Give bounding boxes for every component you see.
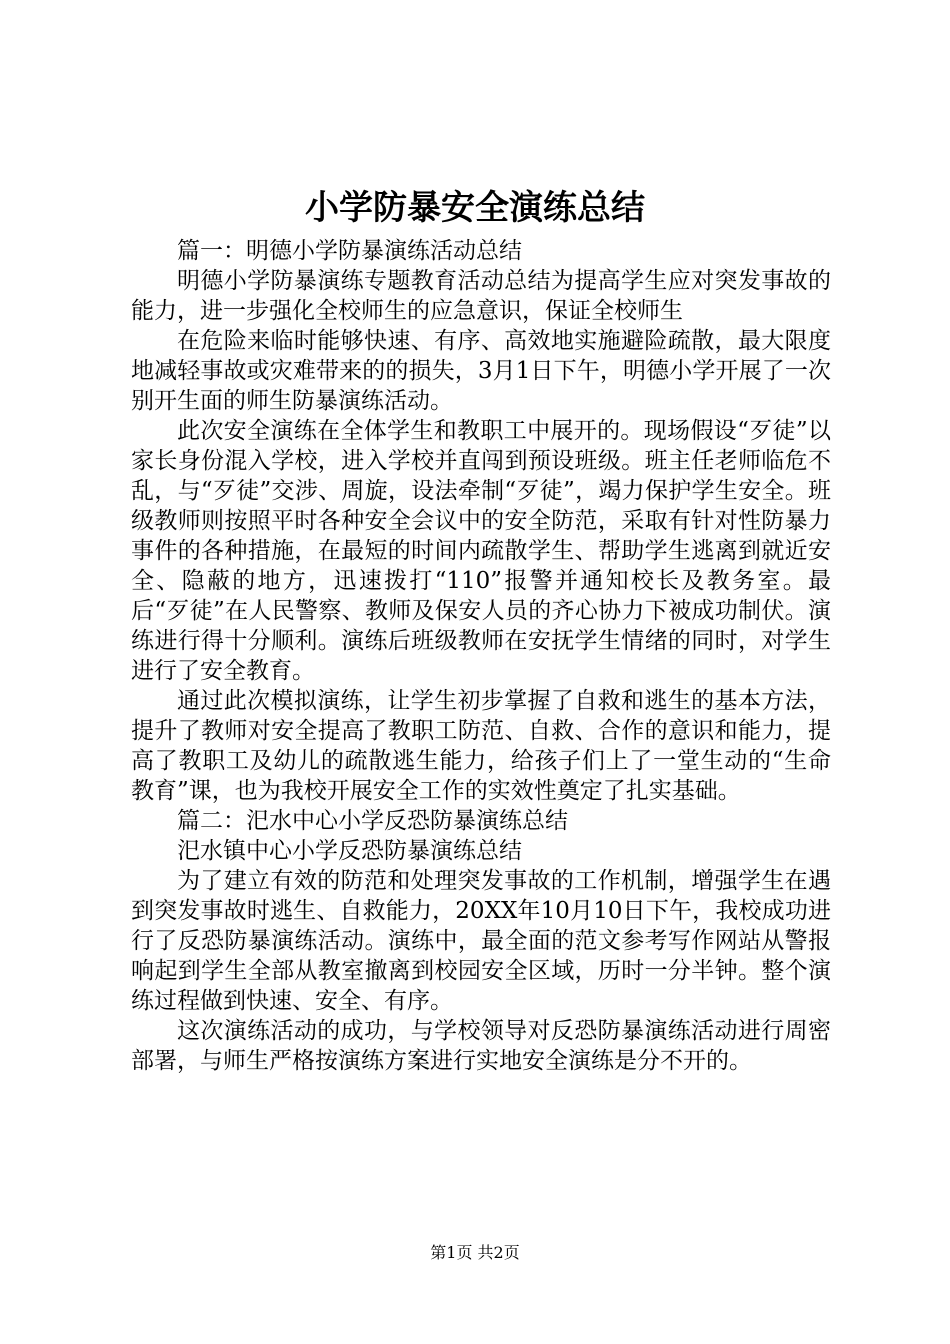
page-footer: 第1页 共2页 <box>430 1243 520 1262</box>
paragraph: 明德小学防暴演练专题教育活动总结为提高学生应对突发事故的能力，进一步强化全校师生的应急意识，保证全校师生 <box>131 268 831 324</box>
paragraph: 此次安全演练在全体学生和教职工中展开的。现场假设“歹徒”以家长身份混入学校，进入学校并直闯到预设班级。班主任老师临危不乱，与“歹徒”交涉、周旋，设法牵制“歹徒”，竭力保护学生安全。班级教师则按照平时各种安全会议中的安全防范，采取有针对性防暴力事件的各种措施，在最短的时间内疏散学生、帮助学生逃离到就近安全、隐蔽的地方，迅速拨打“110”报警并通知校长及教务室。最后“歹徒”在人民警察、教师及保安人员的齐心协力下被成功制伏。演练进行得十分顺利。演练后班级教师在安抚学生情绪的同时，对学生进行了安全教育。 <box>131 418 831 684</box>
document-title: 小学防暴安全演练总结 <box>305 188 645 228</box>
paragraph: 篇一：明德小学防暴演练活动总结 <box>177 238 522 264</box>
paragraph: 汜水镇中心小学反恐防暴演练总结 <box>177 838 522 864</box>
paragraph: 篇二：汜水中心小学反恐防暴演练总结 <box>177 808 568 834</box>
paragraph: 为了建立有效的防范和处理突发事故的工作机制，增强学生在遇到突发事故时逃生、自救能力，20XX年10月10日下午，我校成功进行了反恐防暴演练活动。演练中，最全面的范文参考写作网站从警报响起到学生全部从教室撤离到校园安全区域，历时一分半钟。整个演练过程做到快速、安全、有序。 <box>131 868 831 1014</box>
paragraph: 这次演练活动的成功，与学校领导对反恐防暴演练活动进行周密部署，与师生严格按演练方案进行实地安全演练是分不开的。 <box>131 1018 831 1074</box>
document-body <box>131 236 831 1076</box>
paragraph: 通过此次模拟演练，让学生初步掌握了自救和逃生的基本方法，提升了教师对安全提高了教职工防范、自救、合作的意识和能力，提高了教职工及幼儿的疏散逃生能力，给孩子们上了一堂生动的“生命教育”课，也为我校开展安全工作的实效性奠定了扎实基础。 <box>131 688 831 804</box>
paragraph: 在危险来临时能够快速、有序、高效地实施避险疏散，最大限度地减轻事故或灾难带来的的损失，3月1日下午，明德小学开展了一次别开生面的师生防暴演练活动。 <box>131 328 831 414</box>
